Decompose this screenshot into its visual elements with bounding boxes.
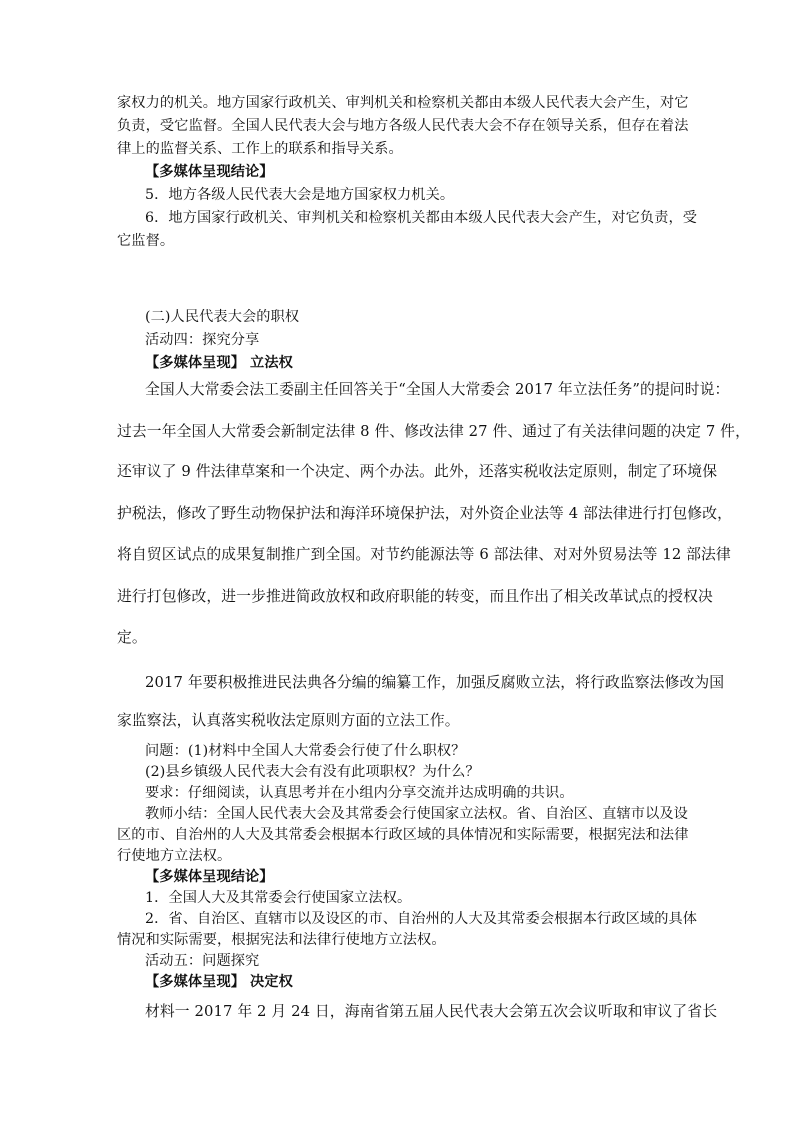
section-heading: 【多媒体呈现】 决定权: [145, 974, 293, 990]
text-line: 教师小结：全国人民代表大会及其常委会行使国家立法权。省、自治区、直辖市以及设: [145, 806, 688, 822]
text-line: 定。: [117, 629, 147, 646]
section-heading: (二)人民代表大会的职权: [145, 309, 300, 325]
text-line: 护税法，修改了野生动物保护法和海洋环境保护法，对外资企业法等 4 部法律进行打包修改，: [117, 505, 732, 522]
text-line: 要求：仔细阅读，认真思考并在小组内分享交流并达成明确的共识。: [145, 785, 574, 801]
activity-heading: 活动四：探究分享: [145, 332, 260, 348]
activity-heading: 活动五：问题探究: [145, 953, 260, 969]
section-heading: 【多媒体呈现】 立法权: [145, 355, 293, 371]
text-line: 还审议了 9 件法律草案和一个决定、两个办法。此外，还落实税收法定原则，制定了环境保: [117, 463, 718, 480]
text-line: 家权力的机关。地方国家行政机关、审判机关和检察机关都由本级人民代表大会产生，对它: [117, 95, 689, 111]
text-line: (2)县乡镇级人民代表大会有没有此项职权？为什么？: [145, 764, 480, 780]
text-line: 家监察法，认真落实税收法定原则方面的立法工作。: [117, 712, 460, 729]
text-line: 2017 年要积极推进民法典各分编的编纂工作，加强反腐败立法，将行政监察法修改为国: [145, 674, 725, 691]
text-line: 5．地方各级人民代表大会是地方国家权力机关。: [145, 187, 455, 203]
text-line: 2．省、自治区、直辖市以及设区的市、自治州的人大及其常委会根据本行政区域的具体: [145, 911, 698, 927]
section-heading: 【多媒体呈现结论】: [145, 869, 274, 885]
text-line: 情况和实际需要，根据宪法和法律行使地方立法权。: [117, 932, 446, 948]
text-line: 过去一年全国人大常委会新制定法律 8 件、修改法律 27 件、通过了有关法律问题的决定 7 件，: [117, 423, 750, 440]
text-line: 6．地方国家行政机关、审判机关和检察机关都由本级人民代表大会产生，对它负责，受: [145, 210, 698, 226]
text-line: 材料一 2017 年 2 月 24 日，海南省第五届人民代表大会第五次会议听取和审议了省长: [145, 1003, 718, 1020]
text-line: 将自贸区试点的成果复制推广到全国。对节约能源法等 6 部法律、对对外贸易法等 12 部法律: [117, 546, 731, 563]
text-line: 进行打包修改，进一步推进简政放权和政府职能的转变，而且作出了相关改革试点的授权决: [117, 588, 713, 605]
text-line: 它监督。: [117, 233, 175, 249]
text-line: 律上的监督关系、工作上的联系和指导关系。: [117, 141, 403, 157]
section-heading: 【多媒体呈现结论】: [145, 164, 274, 180]
text-line: 1．全国人大及其常委会行使国家立法权。: [145, 890, 412, 906]
text-line: 区的市、自治州的人大及其常委会根据本行政区域的具体情况和实际需要，根据宪法和法律: [117, 827, 689, 843]
text-line: 负责，受它监督。全国人民代表大会与地方各级人民代表大会不存在领导关系，但存在着法: [117, 118, 689, 134]
text-line: 行使地方立法权。: [117, 848, 232, 864]
text-line: 全国人大常委会法工委副主任回答关于“全国人大常委会 2017 年立法任务”的提问时说：: [145, 381, 730, 398]
text-line: 问题：(1)材料中全国人大常委会行使了什么职权？: [145, 743, 466, 759]
